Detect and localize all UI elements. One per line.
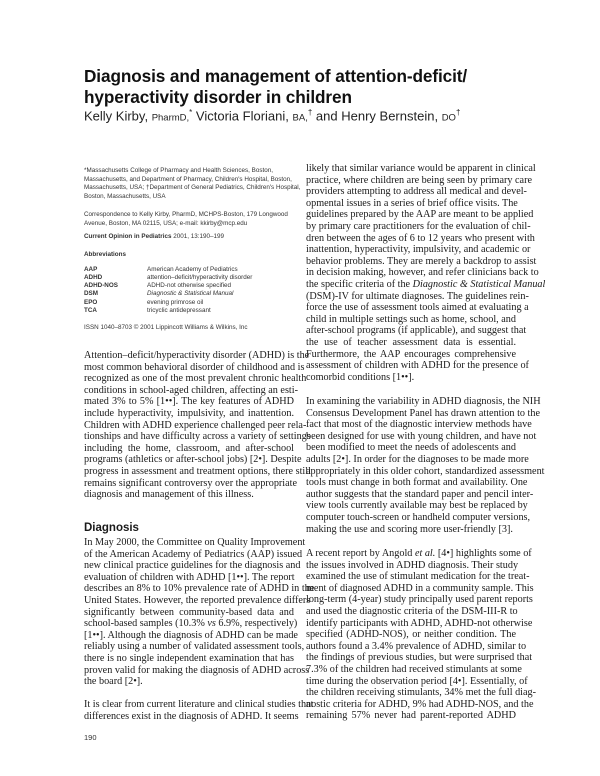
affiliation-mark: †	[307, 108, 313, 117]
text-line: providers attempting to address all medical and devel-	[306, 186, 527, 198]
page-number: 190	[84, 733, 97, 742]
left-column-continued	[84, 699, 314, 722]
text-line: opmental issues in a series of brief office visits. The	[306, 197, 518, 209]
author-name: Henry Bernstein,	[341, 108, 439, 124]
text-line: specified (ADHD-NOS), or neither condition. The	[306, 629, 516, 641]
abbreviation-value: attention–deficit/hyperactivity disorder	[147, 273, 253, 281]
affiliation-mark: †	[455, 108, 461, 117]
abbreviation-row	[84, 307, 299, 315]
text-line: Attention–deficit/hyperactivity disorder (ADHD) is the	[84, 350, 310, 361]
text-line: differences exist in the diagnosis of ADHD. It seems	[84, 710, 299, 722]
text-line: of the American Academy of Pediatrics (AAP) issued	[84, 548, 303, 560]
abbreviation-value: evening primrose oil	[147, 298, 204, 306]
abbreviation-key: ADHD-NOS	[84, 282, 118, 290]
text-line: practice, where children are being seen by primary care	[306, 174, 532, 186]
abbreviation-row	[84, 290, 299, 298]
author-degree: PharmD,	[151, 112, 190, 124]
paragraph	[306, 396, 545, 535]
text-line: Consensus Development Panel has drawn attention to the	[306, 407, 540, 419]
text-line: [1••]. Although the diagnosis of ADHD can be made	[84, 629, 298, 641]
abbreviation-key: EPO	[84, 298, 98, 306]
text-line: comorbid conditions [1••].	[306, 371, 415, 383]
journal-name: Current Opinion in Pediatrics	[84, 233, 172, 240]
text-line: A recent report by Angold et al. [4•] highlights some of	[306, 548, 532, 559]
right-column-p1	[306, 163, 546, 383]
text-line: tools must change in both format and availability. One	[306, 477, 528, 489]
text-line: long-term (4-year) study principally used parent reports	[306, 594, 533, 606]
text-line: remains significant controversy over the appropriate	[84, 477, 298, 489]
title-line: hyperactivity disorder in children	[84, 87, 352, 107]
left-column-diagnosis	[84, 537, 315, 688]
text-line: recognized as one of the most prevalent chronic health	[84, 373, 307, 385]
author-name: Victoria Floriani,	[195, 108, 289, 124]
text-line: been designed for use with young children, and have not	[306, 430, 537, 442]
right-column-p2	[306, 396, 545, 535]
text-line: proven valid for making the diagnosis of ADHD across	[84, 664, 310, 676]
title-line: Diagnosis and management of attention-deficit/	[84, 66, 468, 86]
text-line: the board [2•].	[84, 676, 143, 688]
abbreviation-value: ADHD-not otherwise specified	[147, 282, 231, 290]
text-line: by primary care practitioners for the evaluation of chil-	[306, 220, 531, 232]
conjunction: and	[315, 108, 338, 124]
text-line: remaining 57% never had parent-reported ADHD	[306, 710, 516, 722]
abbreviation-row	[84, 282, 299, 290]
abbreviations	[84, 251, 299, 315]
text-line: significantly between community-based data and	[84, 606, 294, 618]
text-line: Furthermore, the AAP encourages comprehensive	[306, 348, 516, 360]
paragraph	[84, 699, 314, 722]
author-degree: DO	[441, 112, 456, 124]
text-line: force the use of assessment tools aimed at evaluating a	[306, 302, 529, 314]
abbreviation-key: AAP	[84, 265, 98, 273]
affiliation-mark: *	[189, 108, 193, 117]
affiliation-line: Massachusetts, USA; †Department of General Pediatrics, Children's Hospital,	[84, 184, 301, 192]
left-column-body	[84, 350, 311, 501]
text-line: tionships and have difficulty across a variety of settings	[84, 431, 311, 443]
text-line: include hyperactivity, impulsivity, and inattention.	[84, 407, 294, 419]
text-line: the findings of previous studies, but were surprised that	[306, 652, 533, 664]
text-line: mated 3% to 5% [1••]. The key features of ADHD	[84, 396, 294, 408]
text-line: conditions in school-aged children, affecting an esti-	[84, 384, 298, 396]
text-line: after-school programs (if applicable), and suggest that	[306, 325, 527, 337]
paragraph	[84, 537, 315, 688]
abbreviation-value: American Academy of Pediatrics	[147, 265, 238, 273]
text-line: nostic criteria for ADHD, 9% had ADHD-NOS, and the	[306, 698, 534, 710]
text-line: fact that most of the diagnostic interview methods have	[306, 419, 532, 431]
article-title	[84, 66, 467, 108]
abbreviation-value: Diagnostic & Statistical Manual	[147, 290, 234, 298]
text-line: making the use and scoring more user-friendly [3].	[306, 523, 513, 535]
text-line: identify participants with ADHD, ADHD-not otherwise	[306, 617, 533, 629]
affiliation-line: *Massachusetts College of Pharmacy and Health Sciences, Boston,	[84, 167, 274, 174]
abbreviation-row	[84, 299, 299, 307]
abbreviation-row	[84, 274, 299, 282]
text-line: child in multiple settings such as home, school, and	[306, 313, 516, 325]
text-line: time during the observation period [4•]. Essentially, of	[306, 675, 528, 687]
author-list	[84, 108, 460, 123]
text-line: the specific criteria of the Diagnostic & Statistical Manual	[306, 278, 546, 290]
text-line: inattention, hyperactivity, impulsivity, and academic or	[306, 244, 531, 256]
text-line: assessment of children with ADHD for the presence of	[306, 360, 529, 372]
text-line: view tools currently available may best be replaced by	[306, 500, 528, 512]
abbreviation-value: tricyclic antidepressant	[147, 306, 211, 314]
text-line: there is no single independent examination that has	[84, 652, 294, 664]
correspondence	[84, 211, 299, 228]
issn-copyright	[84, 324, 299, 333]
text-line: authors found a 3.4% prevalence of ADHD, similar to	[306, 640, 527, 652]
paragraph-intro	[84, 350, 311, 501]
section-heading-diagnosis: Diagnosis	[84, 522, 139, 534]
text-line: including the home, classroom, and after-school	[84, 442, 294, 454]
text-line: likely that similar variance would be apparent in clinical	[306, 163, 536, 174]
text-line: evaluation of children with ADHD [1••]. The report	[84, 571, 295, 583]
text-line: and used the diagnostic criteria of the DSM-III-R to	[306, 605, 518, 617]
text-line: the children receiving stimulants, 34% met the full diag-	[306, 687, 537, 699]
abbreviation-key: TCA	[84, 306, 97, 314]
text-line: new clinical practice guidelines for the diagnosis and	[84, 560, 301, 572]
text-line: dren between the ages of 6 to 12 years who present with	[306, 232, 535, 244]
text-line: most common behavioral disorder of childhood and is	[84, 361, 305, 373]
text-line: guidelines prepared by the AAP are meant to be applied	[306, 209, 534, 221]
affiliation-line: Boston, Massachusetts, USA	[84, 193, 166, 201]
text-line: diagnosis and management of this illness.	[84, 489, 254, 501]
paragraph	[306, 163, 546, 383]
text-line: behavior problems. They are merely a backdrop to assist	[306, 255, 537, 267]
text-line: describes an 8% to 10% prevalence rate of ADHD in the	[84, 583, 315, 595]
citation-details: 2001, 13:190–199	[171, 233, 224, 240]
text-line: progress in assessment and treatment options, there still	[84, 465, 311, 477]
affiliations	[84, 167, 299, 202]
text-line: examined the use of stimulant medication for the treat-	[306, 571, 530, 583]
issn-line: ISSN 1040–8703 © 2001 Lippincott Williams & Wilkins, Inc	[84, 324, 248, 331]
text-line: appropriately in this older cohort, standardized assessment	[306, 465, 545, 477]
text-line: It is clear from current literature and clinical studies that	[84, 699, 314, 710]
text-line: reliably using a number of validated assessment tools,	[84, 641, 305, 653]
abbreviation-key: ADHD	[84, 273, 103, 281]
text-line: been modified to meet the needs of adolescents and	[306, 442, 516, 454]
text-line: adults [2•]. In order for the diagnoses to be made more	[306, 453, 529, 465]
correspondence-line: Avenue, Boston, MA 02115, USA; e-mail: kkirby@mcp.edu	[84, 219, 248, 227]
text-line: school-based samples (10.3% vs 6.9%, respectively)	[84, 618, 298, 630]
abbreviations-heading: Abbreviations	[84, 251, 126, 258]
text-line: Children with ADHD experience challenged peer rela-	[84, 419, 307, 431]
abbreviations-list	[84, 266, 299, 315]
paragraph	[306, 548, 537, 722]
right-column-p3	[306, 548, 537, 722]
text-line: (DSM)-IV for ultimate diagnoses. The guidelines rein-	[306, 290, 529, 302]
text-line: In May 2000, the Committee on Quality Improvement	[84, 537, 306, 548]
text-line: the use of teacher assessment data is essential.	[306, 336, 516, 348]
affiliation-line: Massachusetts, and Department of Pharmacy, Children's Hospital, Boston,	[84, 175, 292, 183]
text-line: in decision making, however, and refer clinicians back to	[306, 267, 539, 279]
text-line: In examining the variability in ADHD diagnosis, the NIH	[306, 396, 541, 407]
text-line: the issues involved in ADHD diagnosis. Their study	[306, 559, 519, 571]
journal-citation	[84, 233, 299, 242]
text-line: ment of diagnosed ADHD in a community sample. This	[306, 582, 534, 594]
text-line: 7.3% of the children had received stimulants at some	[306, 663, 522, 675]
abbreviation-key: DSM	[84, 290, 98, 298]
text-line: computer touch-screen or handheld computer versions,	[306, 511, 531, 523]
abbreviation-row	[84, 266, 299, 274]
correspondence-line: Correspondence to Kelly Kirby, PharmD, MCHPS-Boston, 179 Longwood	[84, 211, 288, 218]
text-line: author suggests that the standard paper and pencil inter-	[306, 488, 534, 500]
author-degree: BA,	[292, 112, 308, 124]
text-line: programs (athletics or after-school jobs) [2•]. Despite	[84, 454, 302, 466]
text-line: United States. However, the reported prevalence differs	[84, 594, 311, 606]
author-name: Kelly Kirby,	[84, 108, 149, 124]
